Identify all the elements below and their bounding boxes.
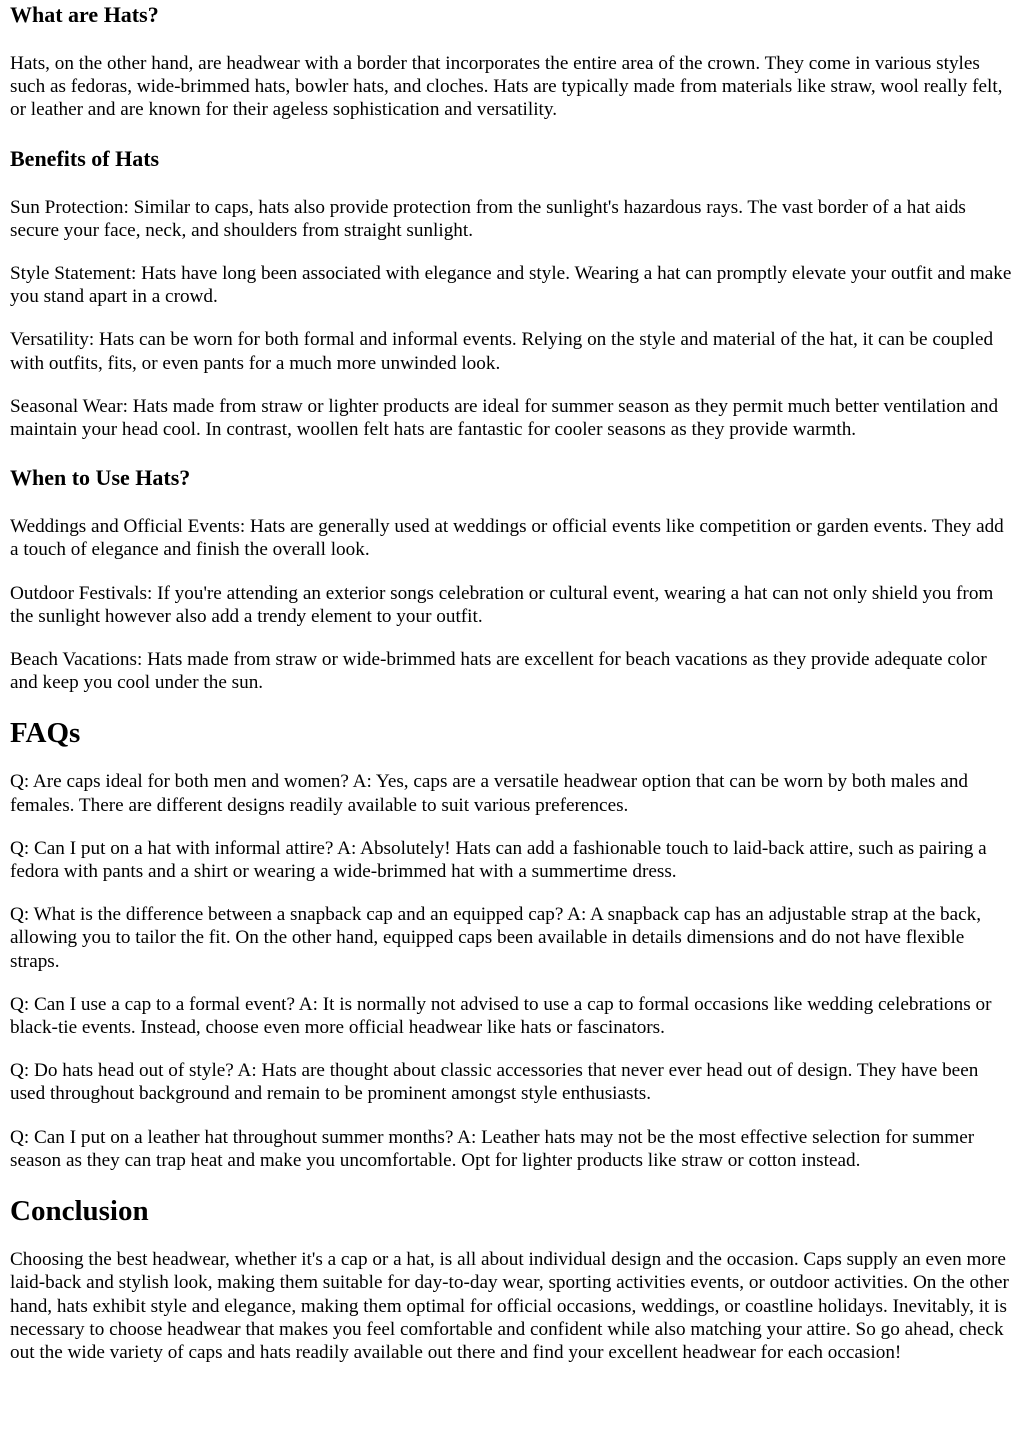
paragraph: Weddings and Official Events: Hats are generally used at weddings or official events like competition or garden events. They add a touch of elegance and finish the overall look. (10, 516, 1004, 561)
faq-item: Q: Are caps ideal for both men and women? A: Yes, caps are a versatile headwear option that can be worn by both males and females. There are different designs readily available to suit various preferences. (10, 771, 969, 816)
faq-item: Q: Can I put on a hat with informal attire? A: Absolutely! Hats can add a fashionable touch to laid-back attire, such as pairing a fedora with pants and a shirt or wearing a wide-brimmed hat with a summertime dress. (10, 837, 987, 883)
paragraph: Beach Vacations: Hats made from straw or wide-brimmed hats are excellent for beach vacations as they provide adequate color and keep you cool under the sun. (10, 649, 987, 694)
conclusion-paragraph: Choosing the best headwear, whether it's a cap or a hat, is all about individual design and the occasion. Caps supply an even more laid-back and stylish look, making them suitable for day-to-day wear, sporting activities events, or outdoor activities. On the other hand, hats exhibit style and elegance, making them optimal for official occasions, weddings, or coastline holidays. Inevitably, it is necessary to choose headwear that makes you feel comfortable and confident while also matching your attire. So go ahead, check out the wide variety of caps and hats readily available out there and find your excellent headwear for each occasion! (10, 1249, 1009, 1363)
section-heading-when-to-use-hats: When to Use Hats? (10, 465, 191, 491)
article-body (0, 2, 1024, 1364)
faq-item: Q: What is the difference between a snapback cap and an equipped cap? A: A snapback cap has an adjustable strap at the back, allowing you to tailor the fit. On the other hand, equipped caps been available in details dimensions and do not have flexible straps. (10, 904, 982, 972)
paragraph: Versatility: Hats can be worn for both formal and informal events. Relying on the style and material of the hat, it can be coupled with outfits, fits, or even pants for a much more unwinded look. (10, 329, 994, 374)
paragraph: Outdoor Festivals: If you're attending an exterior songs celebration or cultural event, wearing a hat can not only shield you from the sunlight however also add a trendy element to your outfit. (10, 582, 994, 627)
paragraph: Style Statement: Hats have long been associated with elegance and style. Wearing a hat can promptly elevate your outfit and make you stand apart in a crowd. (10, 263, 1012, 308)
paragraph: Sun Protection: Similar to caps, hats also provide protection from the sunlight's hazardous rays. The vast border of a hat aids secure your face, neck, and shoulders from straight sunlight. (10, 196, 966, 241)
conclusion-heading: Conclusion (10, 1195, 149, 1228)
faq-item: Q: Do hats head out of style? A: Hats are thought about classic accessories that never ever head out of design. They have been used throughout background and remain to be prominent amongst style enthusiasts. (10, 1060, 979, 1105)
paragraph: Seasonal Wear: Hats made from straw or lighter products are ideal for summer season as they permit much better ventilation and maintain your head cool. In contrast, woollen felt hats are fantastic for cooler seasons as they provide warmth. (10, 395, 999, 441)
faq-item: Q: Can I put on a leather hat throughout summer months? A: Leather hats may not be the most effective selection for summer season as they can trap heat and make you uncomfortable. Opt for lighter products like straw or cotton instead. (10, 1126, 975, 1171)
faq-item: Q: Can I use a cap to a formal event? A: It is normally not advised to use a cap to formal occasions like wedding celebrations or black-tie events. Instead, choose even more official headwear like hats or fascinators. (10, 993, 992, 1039)
faqs-heading: FAQs (10, 717, 81, 750)
section-heading-what-are-hats: What are Hats? (10, 2, 159, 27)
paragraph: Hats, on the other hand, are headwear with a border that incorporates the entire area of the crown. They come in various styles such as fedoras, wide-brimmed hats, bowler hats, and cloches. Hats are typically made from materials like straw, wool really felt, or leather and are known for their ageless sophistication and versatility. (10, 53, 1003, 121)
section-heading-benefits-of-hats: Benefits of Hats (10, 145, 160, 171)
